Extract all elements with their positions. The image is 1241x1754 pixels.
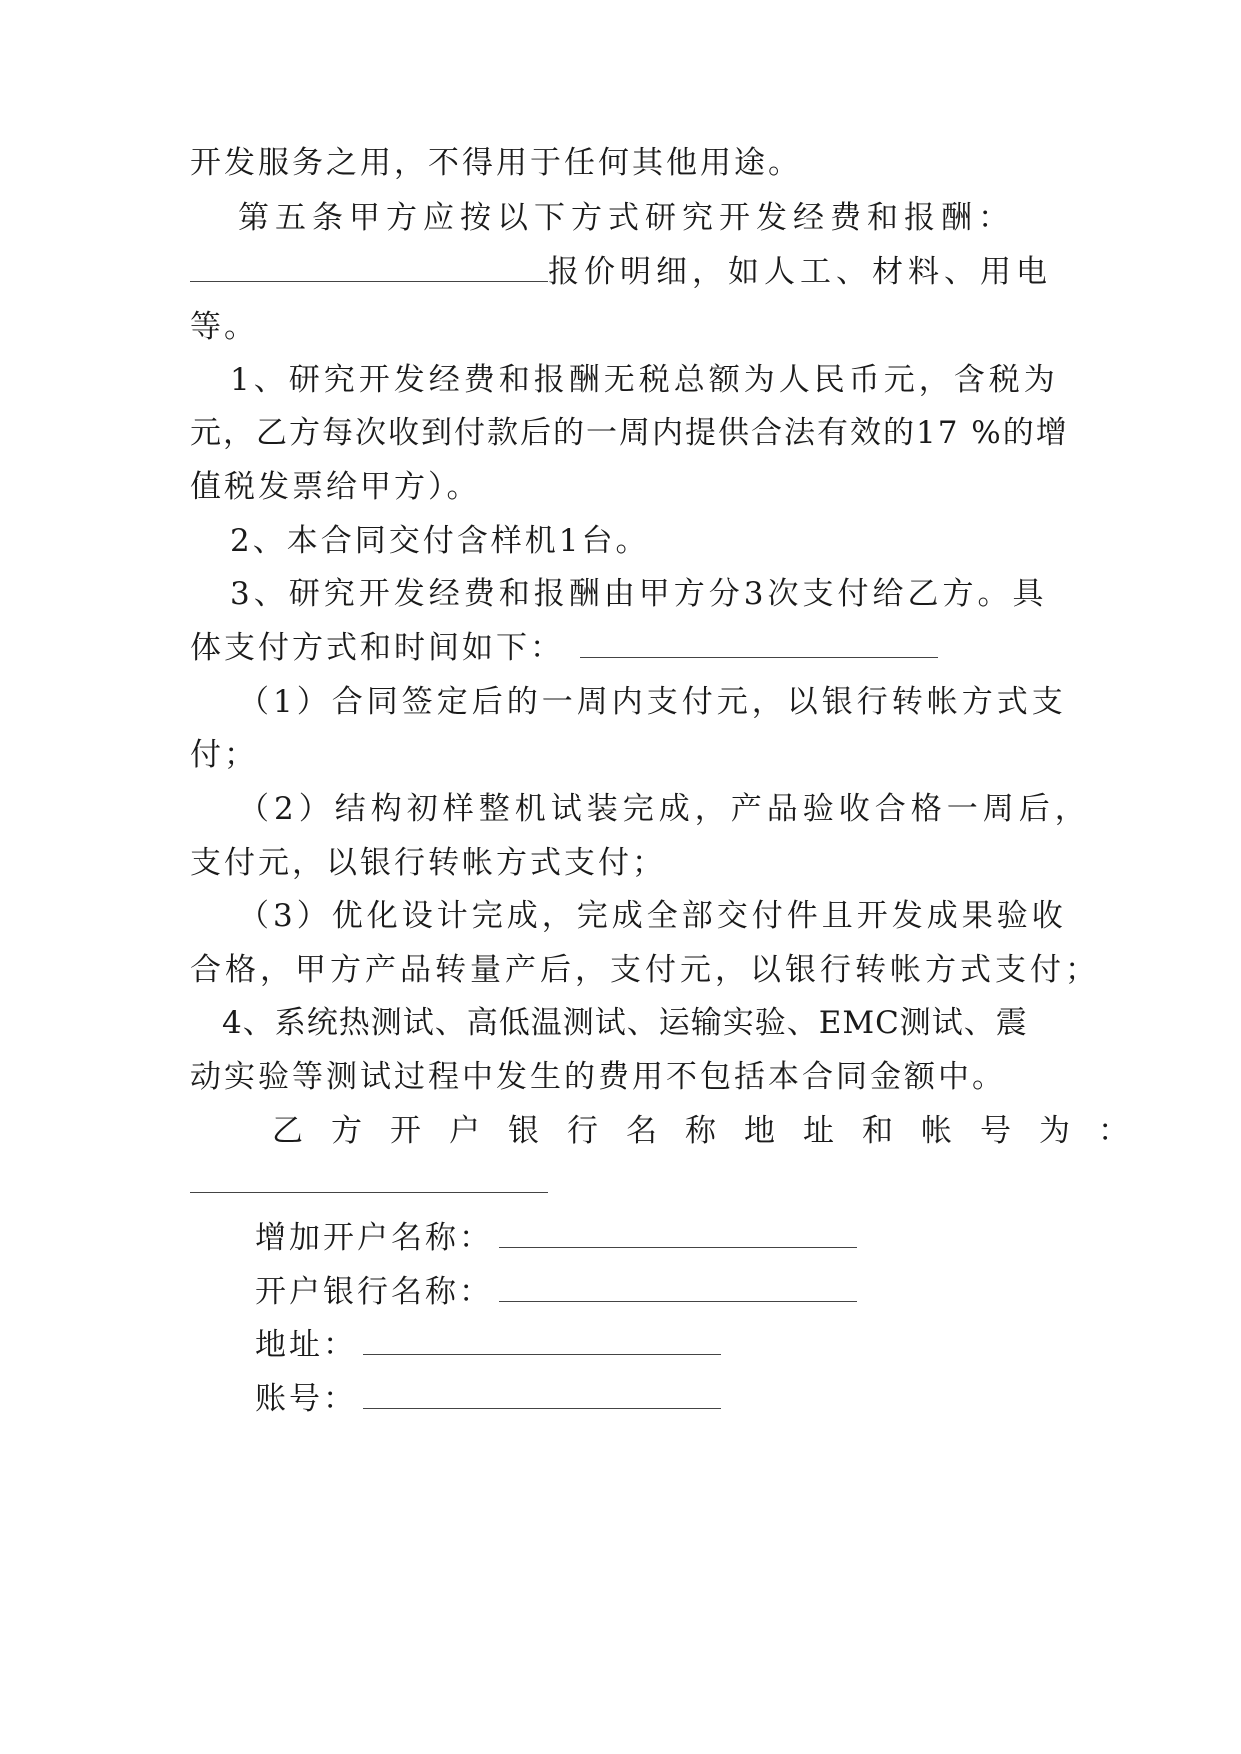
account-name-label: 增加开户名称： bbox=[255, 1220, 493, 1256]
bank-info-blank-line bbox=[190, 1163, 1050, 1203]
account-no-label: 账号： bbox=[255, 1381, 357, 1417]
bank-name-row bbox=[255, 1272, 1055, 1312]
sub-item-1-line-2: 付； bbox=[190, 737, 258, 773]
item-3-line-2 bbox=[190, 628, 1050, 668]
bank-name-field[interactable] bbox=[499, 1273, 857, 1302]
para-line-4: 等。 bbox=[190, 309, 258, 345]
item-1-line-1: 1、研究开发经费和报酬无税总额为人民币元，含税为 bbox=[230, 362, 1059, 398]
account-no-field[interactable] bbox=[363, 1380, 721, 1409]
account-no-row bbox=[255, 1379, 1055, 1419]
account-name-row bbox=[255, 1218, 1055, 1258]
blank-underline[interactable] bbox=[190, 253, 548, 282]
payment-method-label: 体支付方式和时间如下： bbox=[190, 630, 564, 666]
article-5-heading: 第五条甲方应按以下方式研究开发经费和报酬： bbox=[238, 200, 1015, 236]
address-row bbox=[255, 1325, 1055, 1365]
sub-item-1-line-1: （1）合同签定后的一周内支付元，以银行转帐方式支 bbox=[238, 684, 1067, 720]
sub-item-2-line-1: （2）结构初样整机试装完成，产品验收合格一周后， bbox=[238, 791, 1091, 827]
item-3-line-1: 3、研究开发经费和报酬由甲方分3次支付给乙方。具 bbox=[230, 576, 1048, 612]
sub-item-3-line-1: （3）优化设计完成，完成全部交付件且开发成果验收 bbox=[238, 898, 1067, 934]
bank-info-blank[interactable] bbox=[190, 1164, 548, 1193]
payment-method-blank[interactable] bbox=[580, 629, 938, 658]
item-2: 2、本合同交付含样机1台。 bbox=[230, 523, 650, 559]
para-line-3 bbox=[190, 252, 1050, 292]
item-1-line-2: 元，乙方每次收到付款后的一周内提供合法有效的17 %的增 bbox=[190, 415, 1069, 451]
item-1-line-3: 值税发票给甲方）。 bbox=[190, 469, 481, 505]
address-label: 地址： bbox=[255, 1327, 357, 1363]
sub-item-3-line-2: 合格，甲方产品转量产后，支付元，以银行转帐方式支付； bbox=[190, 952, 1100, 988]
address-field[interactable] bbox=[363, 1326, 721, 1355]
item-4-line-1: 4、系统热测试、高低温测试、运输实验、EMC测试、震 bbox=[222, 1005, 1028, 1041]
bank-name-label: 开户银行名称： bbox=[255, 1274, 493, 1310]
quote-detail-text: 报价明细，如人工、材料、用电 bbox=[548, 254, 1052, 290]
sub-item-2-line-2: 支付元，以银行转帐方式支付； bbox=[190, 845, 666, 881]
account-name-field[interactable] bbox=[499, 1219, 857, 1248]
bank-info-heading: 乙方开户银行名称地址和帐号为： bbox=[272, 1113, 1157, 1149]
item-4-line-2: 动实验等测试过程中发生的费用不包括本合同金额中。 bbox=[190, 1059, 1006, 1095]
para-line-1: 开发服务之用，不得用于任何其他用途。 bbox=[190, 145, 802, 181]
